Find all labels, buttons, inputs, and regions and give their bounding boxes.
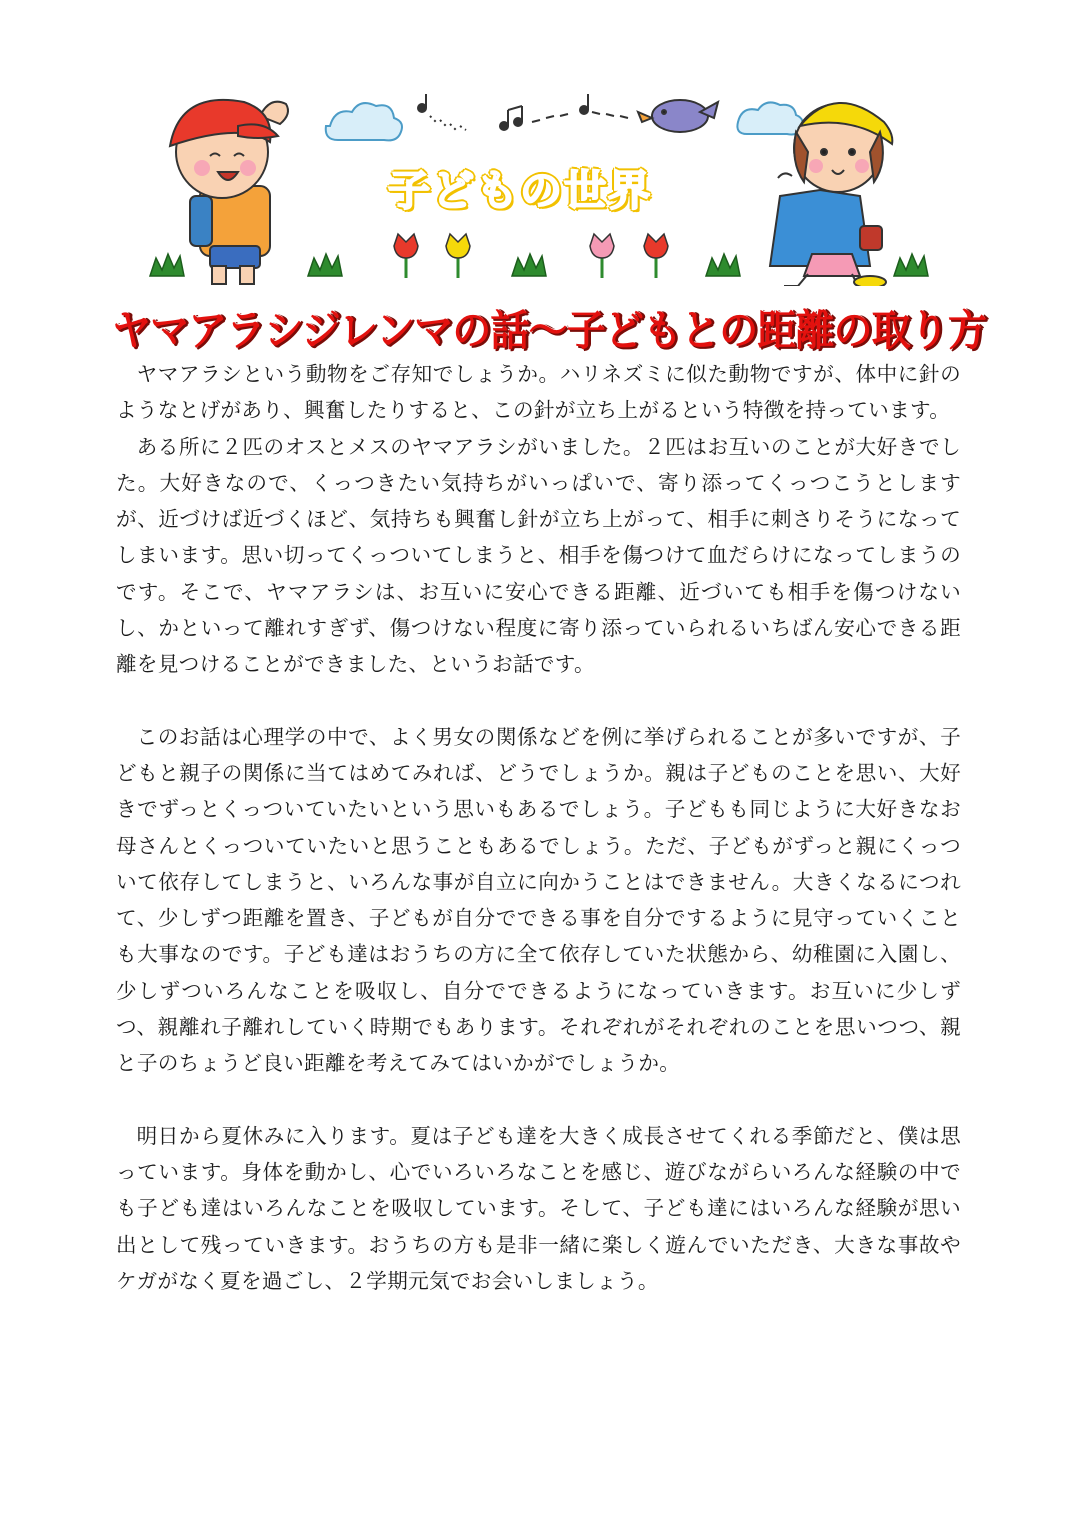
paragraph: 明日から夏休みに入ります。夏は子ども達を大きく成長させてくれる季節だと、僕は思っています。身体を動かし、心でいろいろなことを感じ、遊びながらいろんな経験の中でも子ども達はいろんなことを吸収しています。そして、子ども達にはいろんな経験が思い出として残っていきます。おうちの方も是非一緒に楽しく遊んでいただき、大きな事故やケガがなく夏を過ごし、２学期元気でお会いしましょう。 — [116, 1123, 961, 1293]
boy-illustration — [170, 100, 288, 284]
cloud-icon — [737, 102, 802, 134]
paragraph-spacer — [116, 683, 961, 719]
article-body — [116, 356, 961, 1299]
article-title: ヤマアラシジレンマの話～子どもとの距離の取り方 — [112, 306, 987, 355]
music-notes-icon — [418, 94, 628, 130]
bird-icon — [638, 100, 718, 132]
paragraph: このお話は心理学の中で、よく男女の関係などを例に挙げられることが多いですが、子どもと親子の関係に当てはめてみれば、どうでしょうか。親は子どものことを思い、大好きでずっとくっついていたいという思いもあるでしょう。子どもも同じように大好きなお母さんとくっついていたいと思うこともあるでしょう。ただ、子どもがずっと親にくっついて依存してしまうと、いろんな事が自立に向かうことはできません。大きくなるにつれて、少しずつ距離を置き、子どもが自分でできる事を自分でするように見守っていくことも大事なのです。子ども達はおうちの方に全て依存していた状態から、幼稚園に入園し、少しずついろんなことを吸収し、自分でできるようになっていきます。お互いに少しずつ、親離れ子離れしていく時期でもあります。それぞれがそれぞれのことを思いつつ、親と子のちょうど良い距離を考えてみてはいかがでしょうか。 — [116, 724, 961, 1076]
cloud-icon — [326, 103, 402, 140]
paragraph-spacer — [116, 1082, 961, 1118]
paragraph: ヤマアラシという動物をご存知でしょうか。ハリネズミに似た動物ですが、体中に針のようなとげがあり、興奮したりすると、この針が立ち上がるという特徴を持っています。 — [116, 362, 961, 423]
paragraph: ある所に２匹のオスとメスのヤマアラシがいました。２匹はお互いのことが大好きでした。大好きなので、くっつきたい気持ちがいっぱいで、寄り添ってくっつこうとしますが、近づけば近づくほど、気持ちも興奮し針が立ち上がって、相手に刺さりそうになってしまいます。思い切ってくっついてしまうと、相手を傷つけて血だらけになってしまうのです。そこで、ヤマアラシは、お互いに安心できる距離、近づいても相手を傷つけないし、かといって離れすぎず、傷つけない程度に寄り添っていられるいちばん安心できる距離を見つけることができました、というお話です。 — [116, 434, 961, 677]
header-title: 子どもの世界 — [388, 166, 653, 215]
